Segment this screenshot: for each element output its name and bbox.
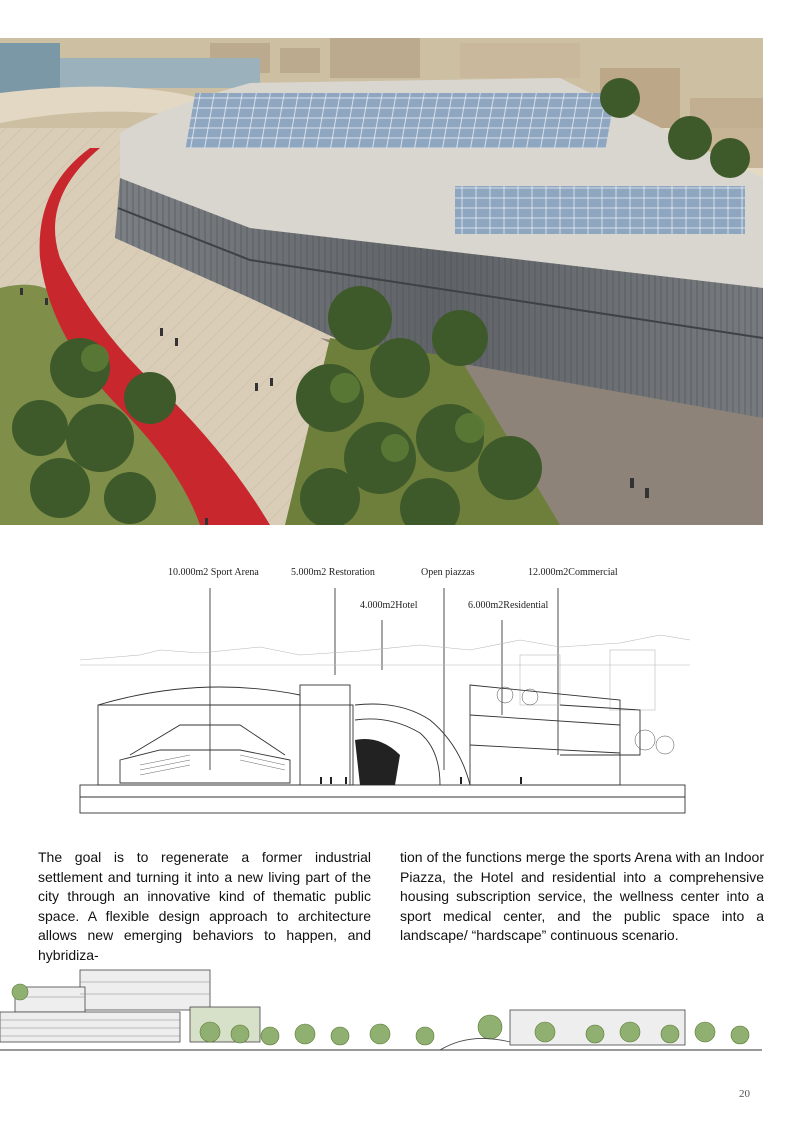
page-number: 20 xyxy=(739,1088,750,1100)
label-hotel: 4.000m2Hotel xyxy=(360,600,418,611)
label-open-piazzas: Open piazzas xyxy=(421,567,475,578)
building-section-diagram xyxy=(0,555,800,825)
label-sport-arena: 10.000m2 Sport Arena xyxy=(168,567,259,578)
site-elevation-drawing xyxy=(0,962,800,1062)
label-restoration: 5.000m2 Restoration xyxy=(291,567,375,578)
body-paragraph-right: tion of the functions merge the sports Arena with an Indoor Piazza, the Hotel and residential into a comprehensive housing subscription service, the wellness center into a sport medical center, and the public space into a landscape/ “hardscape” continuous scenario. xyxy=(400,849,764,943)
body-paragraph-left: The goal is to regenerate a former industrial settlement and turning it into a new living part of the city through an innovative kind of thematic public space. A flexible design approach to architecture allows new emerging behaviors to happen, and hybridiza- xyxy=(38,849,371,963)
label-commercial: 12.000m2Commercial xyxy=(528,567,618,578)
label-residential: 6.000m2Residential xyxy=(468,600,549,611)
aerial-render-image xyxy=(0,38,763,525)
